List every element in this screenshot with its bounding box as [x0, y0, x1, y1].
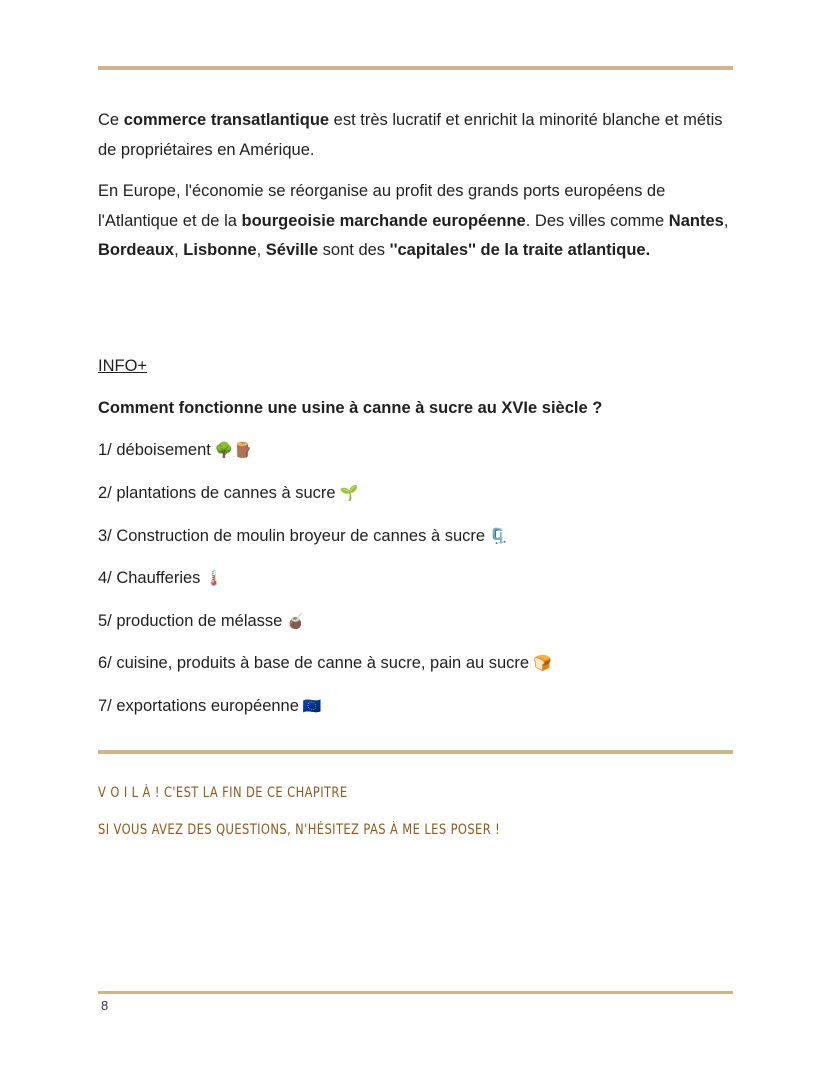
step-3	[98, 527, 508, 546]
step-1	[98, 441, 252, 460]
questions-line: SI VOUS AVEZ DES QUESTIONS, N'HÉSITEZ PAS À ME LES POSER !	[98, 822, 501, 838]
bold-text: bourgeoisie marchande européenne	[241, 211, 526, 230]
city-seville: Séville	[265, 241, 319, 259]
paragraph-commerce	[98, 106, 738, 165]
text: sont des	[318, 241, 390, 259]
bold-text: commerce transatlantique	[123, 111, 330, 129]
seedling-icon: 🌱	[339, 485, 359, 502]
text: ,	[256, 241, 266, 259]
text: . Des villes comme	[525, 211, 669, 230]
question-heading: Comment fonctionne une usine à canne à sucre au XVIe siècle ?	[98, 399, 603, 417]
info-plus-label: INFO+	[98, 357, 148, 375]
page-number: 8	[101, 998, 109, 1013]
step-text: 4/ Chaufferies	[98, 569, 201, 587]
tree-log-icon: 🌳🪵	[214, 442, 253, 459]
step-text: 1/ déboisement	[98, 441, 211, 459]
chapter-end-line: V O I L À ! C'EST LA FIN DE CE CHAPITRE	[98, 785, 348, 801]
bread-icon: 🍞	[533, 655, 552, 672]
city-lisbonne: Lisbonne	[183, 241, 257, 259]
step-text: 2/ plantations de cannes à sucre	[98, 484, 336, 502]
step-2	[98, 484, 358, 503]
step-text: 3/ Construction de moulin broyeur de cannes à sucre	[98, 527, 486, 545]
text: Ce	[98, 111, 124, 129]
bold-text: ''capitales'' de la traite atlantique.	[389, 241, 651, 259]
paragraph-europe	[98, 177, 738, 266]
section-divider	[98, 750, 733, 754]
mate-icon: 🧉	[286, 613, 306, 630]
city-bordeaux: Bordeaux	[98, 241, 175, 259]
footer-divider	[98, 991, 733, 994]
step-text: 7/ exportations européenne	[98, 697, 299, 715]
text: ,	[174, 241, 184, 259]
step-4	[98, 569, 223, 588]
text: est très lucratif et enrichit la minorité blanche et métis de propriétaires en Amérique.	[98, 111, 723, 159]
clamp-icon: 🗜️	[489, 528, 508, 545]
text: ,	[723, 211, 729, 230]
top-divider	[98, 66, 733, 70]
eu-flag-icon: 🇪🇺	[302, 698, 322, 715]
step-6	[98, 654, 552, 673]
step-5	[98, 612, 305, 631]
step-7	[98, 697, 322, 716]
thermometer-icon: 🌡️	[204, 570, 224, 587]
city-nantes: Nantes	[668, 211, 724, 230]
text: En Europe, l'économie se réorganise au profit des grands ports européens de l'Atlantique et de la	[98, 182, 666, 230]
step-text: 5/ production de mélasse	[98, 612, 283, 630]
step-text: 6/ cuisine, produits à base de canne à sucre, pain au sucre	[98, 654, 530, 672]
